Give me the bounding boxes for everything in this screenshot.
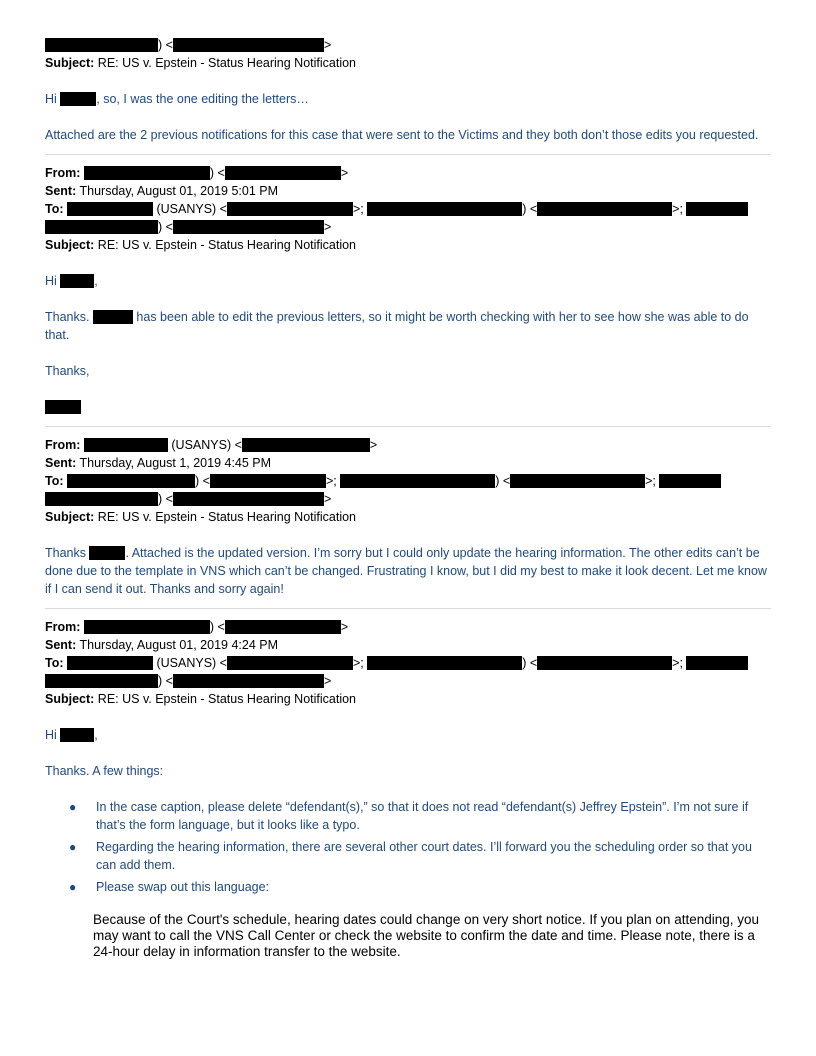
- redaction-box: [367, 202, 522, 216]
- recipient-separator: ) <: [495, 474, 511, 488]
- redaction-box: [93, 310, 133, 324]
- from-label: From:: [45, 438, 81, 452]
- list-item-text: Please swap out this language:: [96, 880, 270, 894]
- recipient-separator: >;: [352, 202, 368, 216]
- recipient-separator: ) <: [158, 674, 173, 688]
- redaction-box: [537, 202, 672, 216]
- subject-text: RE: US v. Epstein - Status Hearing Notification: [97, 510, 357, 524]
- sent-line: [45, 182, 771, 200]
- redaction-box: [210, 474, 326, 488]
- message-paragraph: [45, 308, 771, 344]
- to-line-continued: [45, 218, 771, 236]
- greeting-text: Hi: [45, 92, 61, 106]
- to-line: [45, 200, 771, 218]
- recipient-separator: >;: [645, 474, 660, 488]
- list-item: [69, 798, 771, 834]
- greeting: [45, 726, 771, 744]
- list-item: [69, 878, 771, 896]
- address-end: >: [323, 492, 332, 506]
- redaction-box: [84, 438, 168, 452]
- to-line: [45, 654, 771, 672]
- greeting: [45, 272, 771, 290]
- signature-line: [45, 398, 771, 416]
- recipient-separator: >;: [325, 474, 341, 488]
- intro-text: Thanks. A few things:: [45, 764, 164, 778]
- greeting-text: Hi: [45, 728, 61, 742]
- subject-label: Subject:: [45, 692, 95, 706]
- to-label: To:: [45, 202, 64, 216]
- divider: [45, 426, 771, 427]
- sent-line: [45, 636, 771, 654]
- to-line-continued: [45, 490, 771, 508]
- redaction-box: [89, 546, 125, 560]
- recipient-separator: ) <: [522, 656, 538, 670]
- redaction-box: [45, 400, 81, 414]
- message-text: Thanks: [45, 546, 90, 560]
- redaction-box: [67, 474, 195, 488]
- redaction-box: [45, 674, 158, 688]
- subject-line: [45, 690, 771, 708]
- subject-label: Subject:: [45, 238, 95, 252]
- sent-label: Sent:: [45, 638, 77, 652]
- from-line: [45, 436, 771, 454]
- message-text: has been able to edit the previous letters, so it might be worth checking with her to see how she was able to do that.: [45, 310, 749, 342]
- redaction-box: [340, 474, 495, 488]
- list-item-text: Regarding the hearing information, there are several other court dates. I’ll forward you the scheduling order so that you can add them.: [96, 840, 752, 872]
- recipient-separator: ) <: [195, 474, 210, 488]
- list-item-text: In the case caption, please delete “defendant(s),” so that it does not read “defendant(s) Jeffrey Epstein”. I’m not sure if that’s the form language, but it looks like a typo.: [96, 800, 749, 832]
- greeting-text: , so, I was the one editing the letters…: [96, 92, 309, 106]
- subject-line: [45, 236, 771, 254]
- redaction-box: [173, 674, 324, 688]
- top-paragraph: Attached are the 2 previous notifications for this case that were sent to the Victims and they both don’t those edits you requested.: [45, 128, 759, 142]
- sent-date: Thursday, August 01, 2019 5:01 PM: [79, 184, 279, 198]
- bullet-icon: ●: [69, 840, 77, 854]
- redaction-box: [84, 620, 210, 634]
- bullet-icon: ●: [69, 880, 77, 894]
- sent-label: Sent:: [45, 184, 77, 198]
- redaction-box: [45, 492, 158, 506]
- redaction-box: [67, 656, 153, 670]
- message-paragraph: [45, 544, 771, 598]
- quoted-language: Because of the Court's schedule, hearing dates could change on very short notice. If you plan on attending, you may want to call the VNS Call Center or check the website to confirm the date and time. Please note, there is a 24-hour delay in information transfer to the website.: [93, 912, 760, 959]
- to-line: [45, 472, 771, 490]
- from-line: [45, 618, 771, 636]
- redaction-box: [225, 620, 341, 634]
- address-end: >: [323, 220, 332, 234]
- redaction-box: [173, 220, 324, 234]
- address-separator: ) <: [158, 38, 173, 52]
- from-label: From:: [45, 166, 81, 180]
- email-thread: [45, 36, 771, 960]
- address-end: >: [323, 38, 332, 52]
- top-subject-line: [45, 54, 771, 72]
- recipient-separator: ) <: [158, 220, 173, 234]
- greeting-text: ,: [94, 274, 98, 288]
- redaction-box: [60, 92, 96, 106]
- address-end: >: [323, 674, 332, 688]
- subject-label: Subject:: [45, 56, 95, 70]
- recipient-text: (USANYS) <: [153, 202, 227, 216]
- bullet-icon: ●: [69, 800, 77, 814]
- redaction-box: [686, 656, 748, 670]
- sent-label: Sent:: [45, 456, 77, 470]
- address-end: >: [369, 438, 378, 452]
- greeting-text: Hi: [45, 274, 61, 288]
- from-label: From:: [45, 620, 81, 634]
- top-greeting: [45, 90, 771, 108]
- subject-line: [45, 508, 771, 526]
- redaction-box: [84, 166, 210, 180]
- message-text: Thanks.: [45, 310, 93, 324]
- subject-text: RE: US v. Epstein - Status Hearing Notification: [97, 692, 357, 706]
- redaction-box: [45, 220, 158, 234]
- sent-line: [45, 454, 771, 472]
- request-list: [45, 798, 771, 896]
- recipient-separator: >;: [672, 202, 687, 216]
- redaction-box: [367, 656, 522, 670]
- recipient-separator: >;: [352, 656, 368, 670]
- from-line: [45, 164, 771, 182]
- to-label: To:: [45, 474, 64, 488]
- redaction-box: [659, 474, 721, 488]
- divider: [45, 154, 771, 155]
- redaction-box: [227, 202, 353, 216]
- recipient-separator: ) <: [522, 202, 538, 216]
- redaction-box: [537, 656, 672, 670]
- list-item: [69, 838, 771, 874]
- redaction-box: [67, 202, 153, 216]
- greeting-text: ,: [94, 728, 98, 742]
- redaction-box: [686, 202, 748, 216]
- recipient-text: (USANYS) <: [153, 656, 227, 670]
- subject-label: Subject:: [45, 510, 95, 524]
- redaction-box: [510, 474, 645, 488]
- address-end: >: [340, 620, 349, 634]
- redaction-box: [242, 438, 370, 452]
- divider: [45, 608, 771, 609]
- redaction-box: [173, 492, 324, 506]
- redaction-box: [45, 38, 158, 52]
- redaction-box: [173, 38, 324, 52]
- sent-date: Thursday, August 01, 2019 4:24 PM: [79, 638, 279, 652]
- address-separator: ) <: [209, 620, 225, 634]
- recipient-separator: >;: [672, 656, 687, 670]
- address-separator: (USANYS) <: [167, 438, 242, 452]
- redaction-box: [60, 274, 94, 288]
- recipient-separator: ) <: [158, 492, 173, 506]
- address-end: >: [340, 166, 349, 180]
- sent-date: Thursday, August 1, 2019 4:45 PM: [79, 456, 272, 470]
- redaction-box: [60, 728, 94, 742]
- message-text: . Attached is the updated version. I’m sorry but I could only update the hearing information. The other edits can’t be done due to the template in VNS which can’t be changed. Frustrating I know, but I did my best to make it look decent. Let me know if I can send it out. Thanks and sorry again!: [45, 546, 767, 596]
- address-separator: ) <: [209, 166, 225, 180]
- top-address-line: [45, 36, 771, 54]
- redaction-box: [227, 656, 353, 670]
- redaction-box: [225, 166, 341, 180]
- subject-text: RE: US v. Epstein - Status Hearing Notification: [97, 238, 357, 252]
- subject-text: RE: US v. Epstein - Status Hearing Notification: [97, 56, 357, 70]
- signoff: Thanks,: [45, 364, 90, 378]
- to-line-continued: [45, 672, 771, 690]
- to-label: To:: [45, 656, 64, 670]
